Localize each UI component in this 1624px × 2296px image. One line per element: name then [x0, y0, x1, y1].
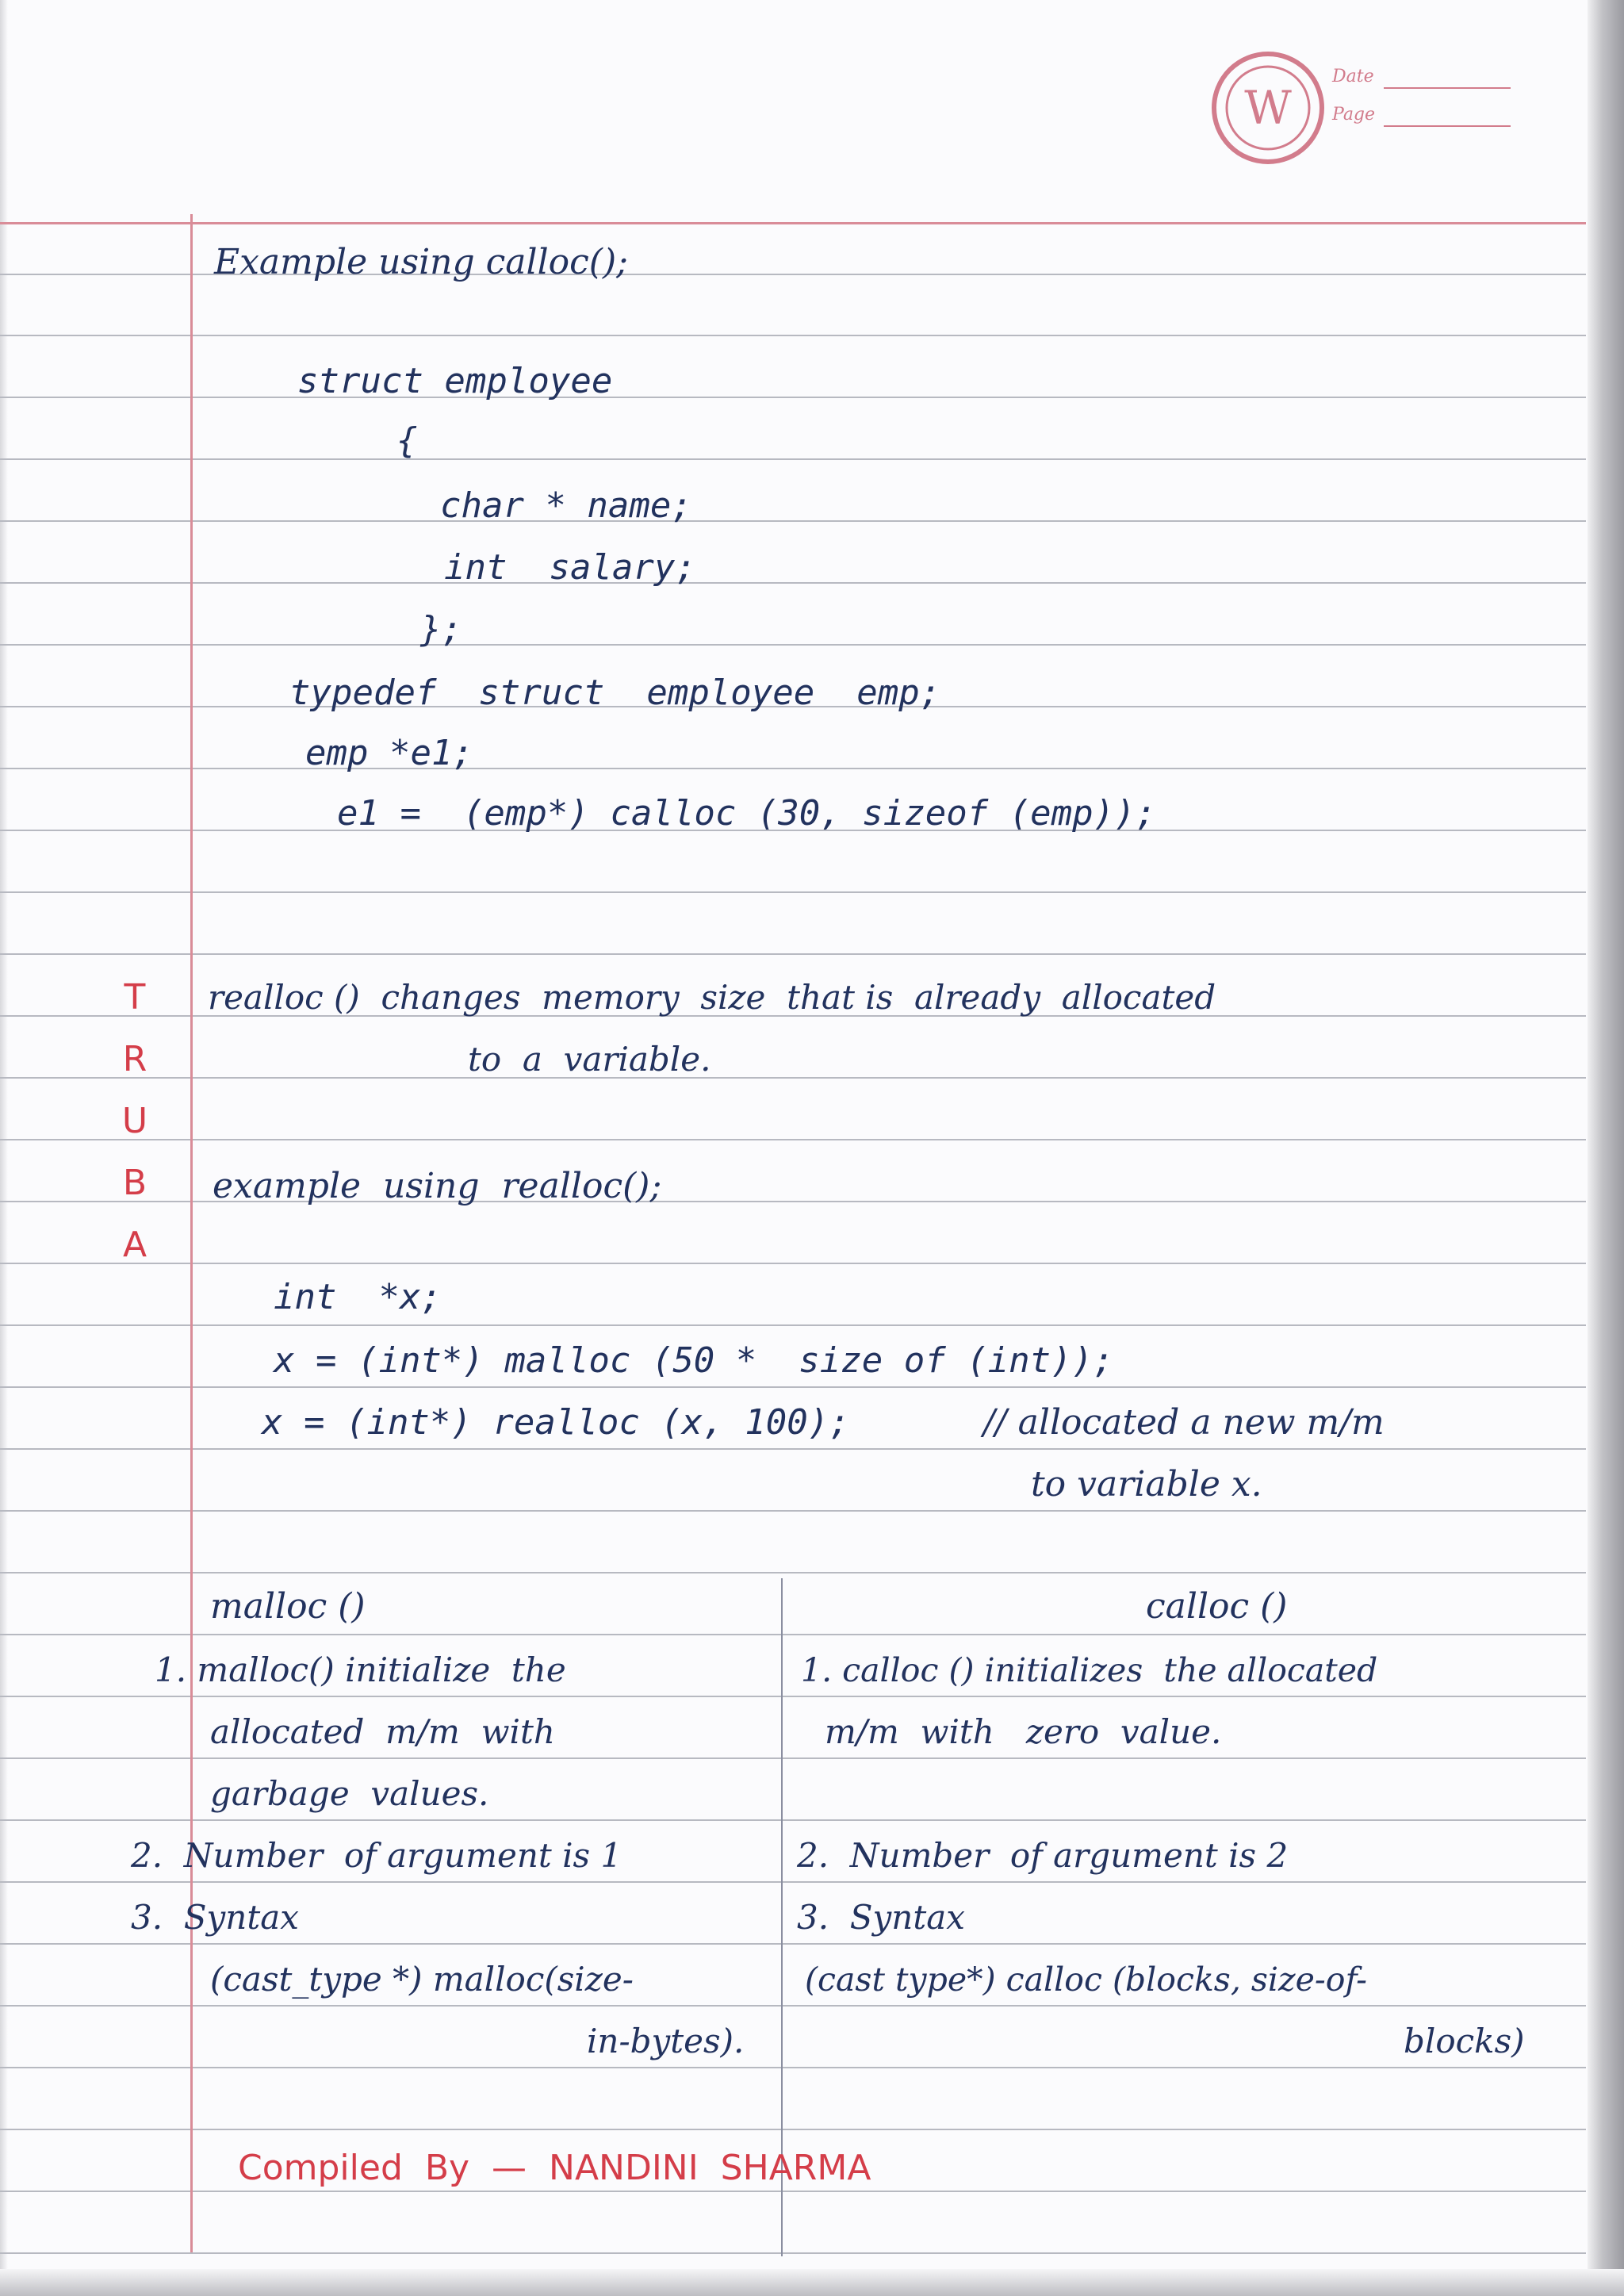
ruled-line [0, 2191, 1586, 2192]
ruled-line [0, 582, 1586, 584]
page-right-edge [1588, 0, 1624, 2296]
ruled-line [0, 520, 1586, 522]
calloc-syntax-cont: blocks) [1404, 2022, 1525, 2060]
page-line [1384, 125, 1511, 127]
page-left-shadow [0, 0, 8, 2296]
code-line: typedef struct employee emp; [289, 673, 941, 713]
code-line: x = (int*) malloc (50 * size of (int)); [274, 1340, 1114, 1381]
ruled-line [0, 1572, 1586, 1573]
ruled-line [0, 1448, 1586, 1450]
page-label: Page [1332, 105, 1376, 125]
ruled-line [0, 1943, 1586, 1945]
ruled-line [0, 1634, 1586, 1635]
margin-letter: U [121, 1101, 148, 1141]
calloc-header: calloc () [1146, 1586, 1288, 1627]
calloc-point: 1. calloc () initializes the allocated [801, 1651, 1378, 1689]
ruled-line [0, 335, 1586, 336]
ruled-line [0, 1696, 1586, 1697]
ruled-line [0, 891, 1586, 893]
ruled-line [0, 1510, 1586, 1512]
ruled-line [0, 1819, 1586, 1821]
ruled-line [0, 397, 1586, 398]
calloc-point: 2. Number of argument is 2 [797, 1836, 1289, 1875]
calloc-syntax: (cast type*) calloc (blocks, size-of- [805, 1961, 1368, 1999]
code-line: { [396, 420, 418, 461]
date-label: Date [1332, 67, 1374, 86]
code-line: e1 = (emp*) calloc (30, sizeof (emp)); [337, 793, 1157, 834]
ruled-line [0, 953, 1586, 955]
margin-line [190, 214, 193, 2252]
brand-logo [1209, 49, 1327, 167]
malloc-point: allocated m/m with [210, 1712, 555, 1751]
ruled-line [0, 1263, 1586, 1264]
ruled-line [0, 458, 1586, 460]
margin-letter: A [122, 1225, 147, 1265]
ruled-line [0, 2067, 1586, 2068]
brand-logo-text: W [1244, 81, 1292, 135]
code-line: struct employee [297, 361, 613, 401]
code-line: x = (int*) realloc (x, 100); [262, 1402, 850, 1443]
date-line [1384, 87, 1511, 89]
ruled-line [0, 768, 1586, 769]
calloc-point: m/m with zero value. [825, 1712, 1222, 1751]
ruled-line [0, 1324, 1586, 1326]
ruled-line [0, 2129, 1586, 2130]
header-rule [0, 222, 1586, 224]
ruled-line [0, 1386, 1586, 1388]
margin-letter: B [122, 1163, 147, 1203]
code-line: emp *e1; [305, 733, 473, 773]
malloc-point: 2. Number of argument is 1 [131, 1836, 622, 1875]
calloc-point: 3. Syntax [797, 1898, 965, 1937]
ruled-line [0, 1139, 1586, 1140]
code-line: int *x; [274, 1277, 442, 1317]
page-bottom-edge [0, 2269, 1624, 2296]
realloc-definition: realloc () changes memory size that is already allocated [208, 978, 1216, 1017]
code-line: }; [420, 609, 462, 650]
malloc-syntax: (cast_type *) malloc(size- [210, 1960, 634, 1999]
margin-letter: T [124, 977, 146, 1018]
malloc-header: malloc () [210, 1586, 366, 1627]
malloc-point: 1. malloc() initialize the [155, 1650, 566, 1689]
code-comment: // allocated a new m/m [983, 1402, 1385, 1443]
ruled-line [0, 1757, 1586, 1759]
realloc-example-title: example using realloc(); [213, 1166, 662, 1206]
compiled-by-footer: Compiled By — NANDINI SHARMA [238, 2148, 871, 2188]
malloc-syntax-cont: in-bytes). [587, 2022, 745, 2060]
ruled-line [0, 2252, 1586, 2254]
ruled-line [0, 644, 1586, 646]
margin-letter: R [122, 1039, 147, 1079]
code-comment-cont: to variable x. [1031, 1464, 1262, 1504]
malloc-point: garbage values. [210, 1774, 489, 1813]
realloc-definition-cont: to a variable. [468, 1040, 711, 1079]
calloc-example-title: Example using calloc(); [214, 242, 628, 282]
ruled-line [0, 2005, 1586, 2007]
code-line: char * name; [440, 485, 692, 526]
malloc-point: 3. Syntax [131, 1898, 299, 1937]
ruled-line [0, 1881, 1586, 1883]
code-line: int salary; [444, 547, 696, 588]
ruled-line [0, 1077, 1586, 1079]
